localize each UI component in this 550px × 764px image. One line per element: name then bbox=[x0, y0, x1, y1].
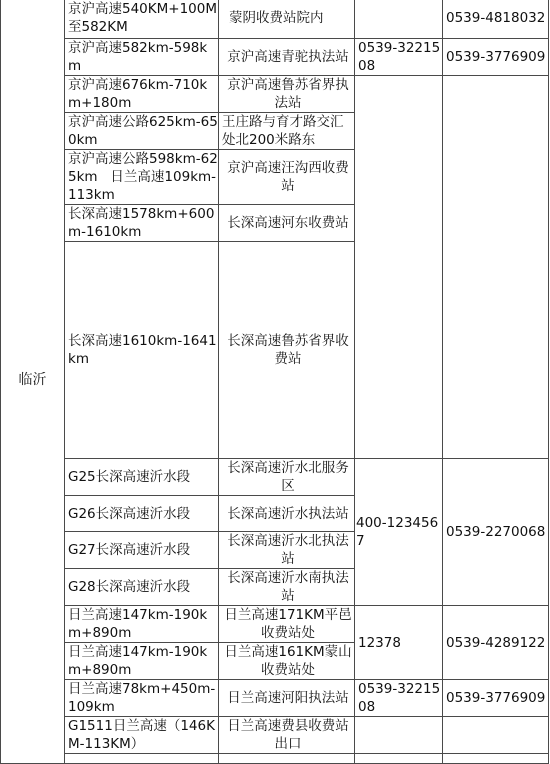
location-cell: 京沪高速鲁苏省界执法站 bbox=[219, 76, 355, 113]
region-cell: 临沂 bbox=[1, 0, 65, 764]
phone2-cell: 0539-4289122 bbox=[443, 606, 549, 680]
road-cell: 京沪高速676km-710km+180m bbox=[65, 76, 219, 113]
phone2-cell: 0539-3776909 bbox=[443, 39, 549, 76]
location-cell: 日兰高速171KM平邑收费站处 bbox=[219, 606, 355, 643]
road-cell: G25长深高速沂水段 bbox=[65, 459, 219, 496]
table-row bbox=[1, 459, 549, 496]
location-cell: 长深高速沂水南执法站 bbox=[219, 569, 355, 606]
location-cell: 长深高速鲁苏省界收费站 bbox=[219, 242, 355, 459]
location-cell: 日兰高速河阳执法站 bbox=[219, 680, 355, 717]
location-cell: 京沪高速汪沟西收费站 bbox=[219, 150, 355, 205]
location-cell: 京沪高速青驼执法站 bbox=[219, 39, 355, 76]
phone2-cell bbox=[443, 754, 549, 764]
phone1-cell: 0539-3221508 bbox=[355, 39, 443, 76]
road-cell: 长深高速1610km-1641km bbox=[65, 242, 219, 459]
location-cell: 长深高速沂水北执法站 bbox=[219, 532, 355, 569]
location-cell: 长深高速河东收费站 bbox=[219, 205, 355, 242]
road-cell: 京沪高速582km-598km bbox=[65, 39, 219, 76]
table-row bbox=[1, 606, 549, 643]
road-cell: 日兰高速147km-190km+890m bbox=[65, 606, 219, 643]
phone1-cell: 400-1234567 bbox=[355, 459, 443, 606]
road-cell: 京沪高速540KM+100M至582KM bbox=[65, 0, 219, 39]
table-row bbox=[1, 76, 549, 113]
location-cell: 日兰高速费县收费站出口 bbox=[219, 717, 355, 754]
table-row bbox=[1, 680, 549, 717]
phone2-cell bbox=[443, 717, 549, 754]
phone1-cell bbox=[355, 717, 443, 754]
road-cell: 日兰高速147km-190km+890m bbox=[65, 643, 219, 680]
location-cell: 日兰高速161KM蒙山收费站处 bbox=[219, 643, 355, 680]
road-cell: G28长深高速沂水段 bbox=[65, 569, 219, 606]
road-cell: 日兰高速78km+450m-109km bbox=[65, 680, 219, 717]
road-cell: 长深高速1578km+600m-1610km bbox=[65, 205, 219, 242]
table-row bbox=[1, 717, 549, 754]
phone2-cell: 0539-4818032 bbox=[443, 0, 549, 39]
table-row bbox=[1, 754, 549, 764]
location-cell: 长深高速沂水北服务区 bbox=[219, 459, 355, 496]
table-row bbox=[1, 39, 549, 76]
road-cell: G1511日兰高速（146KM-113KM） bbox=[65, 717, 219, 754]
table-row bbox=[1, 0, 549, 39]
phone1-cell bbox=[355, 0, 443, 39]
phone1-cell bbox=[355, 76, 443, 459]
location-cell: 王庄路与育才路交汇处北200米路东 bbox=[219, 113, 355, 150]
location-cell: 长深高速沂水执法站 bbox=[219, 496, 355, 532]
road-cell: 京沪高速公路598km-625km 日兰高速109km-113km bbox=[65, 150, 219, 205]
road-cell: 京沪高速公路625km-650km bbox=[65, 113, 219, 150]
location-cell: 蒙阴收费站院内 bbox=[219, 0, 355, 39]
phone1-cell: 12378 bbox=[355, 606, 443, 680]
road-cell: G26长深高速沂水段 bbox=[65, 496, 219, 532]
phone2-cell: 0539-3776909 bbox=[443, 680, 549, 717]
location-cell bbox=[219, 754, 355, 764]
phone2-cell bbox=[443, 76, 549, 459]
phone1-cell bbox=[355, 754, 443, 764]
road-cell: G27长深高速沂水段 bbox=[65, 532, 219, 569]
phone2-cell: 0539-2270068 bbox=[443, 459, 549, 606]
phone1-cell: 0539-3221508 bbox=[355, 680, 443, 717]
road-cell bbox=[65, 754, 219, 764]
